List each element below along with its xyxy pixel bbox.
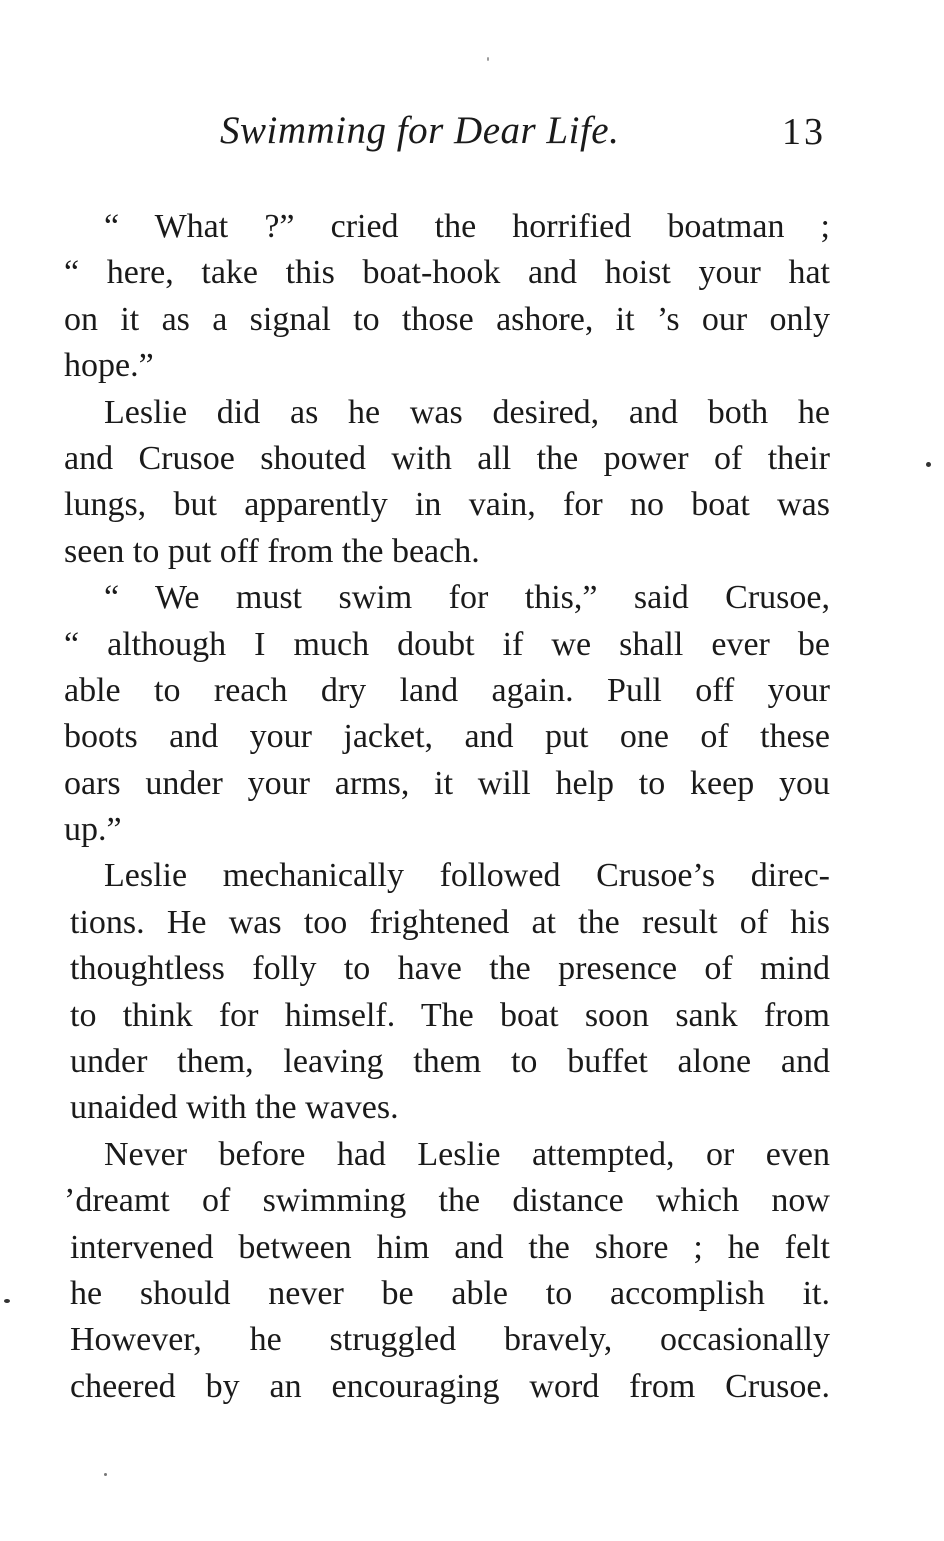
text-line: Leslie mechanically followed Crusoe’s direc-	[104, 857, 830, 895]
scan-speck	[487, 57, 489, 61]
text-line: to think for himself. The boat soon sank from	[70, 996, 830, 1034]
text-line: “ What ?” cried the horrified boatman ;	[104, 208, 830, 245]
text-line: on it as a signal to those ashore, it ’s our only	[64, 300, 830, 338]
text-line: boots and your jacket, and put one of these	[64, 718, 830, 756]
text-line: Never before had Leslie attempted, or even	[104, 1135, 830, 1173]
scan-speck	[104, 1473, 107, 1476]
text-line: intervened between him and the shore ; he felt	[70, 1228, 830, 1266]
scan-speck	[4, 1299, 10, 1303]
page-header	[64, 108, 830, 164]
running-title: Swimming for Dear Life.	[220, 109, 620, 152]
text-line: unaided with the waves.	[70, 1089, 399, 1127]
text-line: Leslie did as he was desired, and both he	[104, 393, 830, 431]
text-line: he should never be able to accomplish it.	[70, 1274, 830, 1312]
text-line: up.”	[64, 811, 122, 849]
text-line: “ although I much doubt if we shall ever be	[64, 625, 830, 663]
page-number: 13	[782, 111, 826, 153]
text-line: thoughtless folly to have the presence of mind	[70, 950, 830, 988]
text-line: lungs, but apparently in vain, for no boat was	[64, 486, 830, 524]
text-line: able to reach dry land again. Pull off your	[64, 671, 830, 709]
text-line: under them, leaving them to buffet alone and	[70, 1043, 830, 1081]
text-line: seen to put off from the beach.	[64, 532, 480, 570]
text-line: “ We must swim for this,” said Crusoe,	[104, 579, 830, 617]
scan-speck	[926, 462, 931, 467]
text-line: “ here, take this boat-hook and hoist your hat	[64, 254, 830, 292]
text-line: and Crusoe shouted with all the power of their	[64, 439, 830, 477]
body-text	[64, 204, 830, 1410]
text-line: oars under your arms, it will help to keep you	[64, 764, 830, 802]
text-line: tions. He was too frightened at the result of his	[70, 903, 830, 941]
text-line: ’dreamt of swimming the distance which now	[64, 1182, 830, 1220]
text-line: However, he struggled bravely, occasionally	[70, 1321, 830, 1359]
text-line: cheered by an encouraging word from Crusoe.	[70, 1367, 830, 1405]
text-line: hope.”	[64, 347, 154, 385]
